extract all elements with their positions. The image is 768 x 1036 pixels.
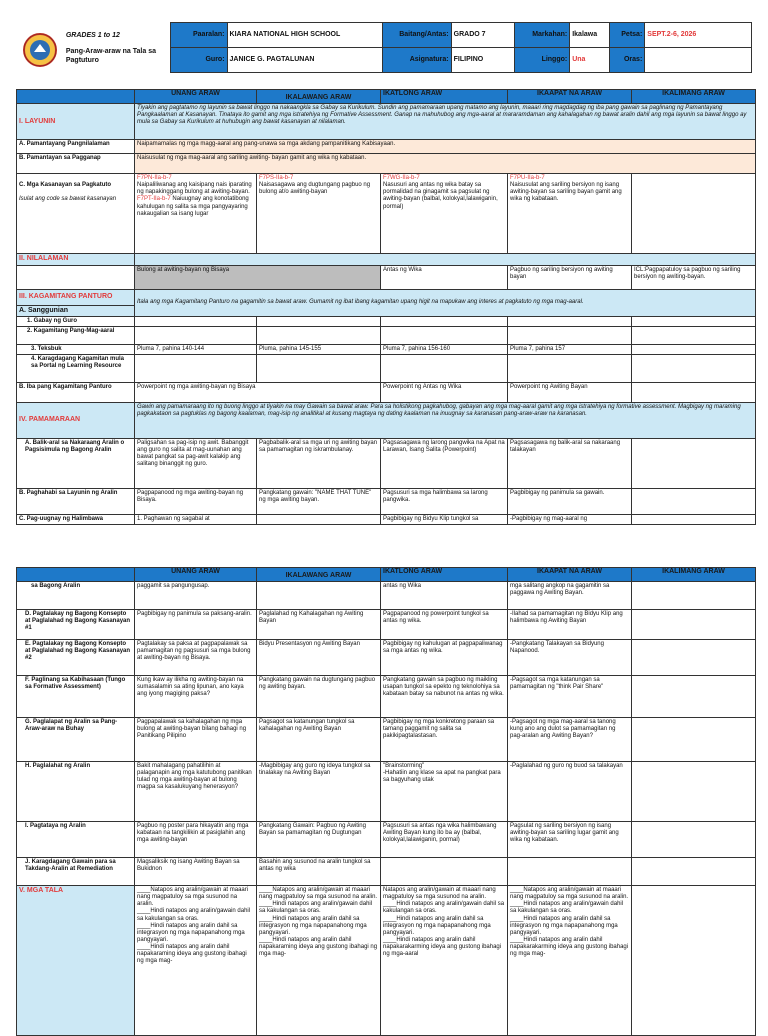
code-1: F7PN-IIa-b-7	[137, 175, 172, 182]
oras-value	[645, 47, 752, 72]
corner-cell	[17, 90, 135, 104]
kagd-cell-1	[135, 354, 257, 382]
bagong-aralin-day-3: antas ng Wika	[381, 582, 508, 610]
gabay-cell-2	[257, 316, 381, 326]
pagtataya-day-2: Pangkatang Gawain: Pagbuo ng Awiting Bayan sa pamamagitan ng Dugtungan	[257, 822, 381, 858]
day-header-row-2	[17, 568, 756, 582]
linggo-value: Una	[570, 47, 610, 72]
petsa-value: SEPT.2-6, 2026	[645, 23, 752, 48]
pagtataya-label: I. Pagtataya ng Aralin	[17, 822, 135, 858]
header-table	[16, 22, 752, 73]
teksbuk-day-2: Pluma, pahina 145-155	[257, 344, 381, 354]
pagtalakay-1-day-3: Pagpapanood ng powerpoint tungkol sa antas ng wika.	[381, 610, 508, 640]
paaralan-label: Paaralan:	[170, 23, 227, 48]
pagtataya-day-1: Pagbuo ng poster para hikayatin ang mga kabataan na tangkilikin at pasiglahin ang mga awiting-bayan	[135, 822, 257, 858]
pagtalakay-2-label: E. Pagtalakay ng Bagong Konsepto at Paglalahad ng Bagong Kasanayan #2	[17, 640, 135, 676]
paglalapat-day-3: Pagbibigay ng mga konkretong paraan sa tamang paggamit ng salita sa pakikipagtalastasan.	[381, 718, 508, 762]
asignatura-label: Asignatura:	[383, 47, 452, 72]
pagtalakay-2-day-3: Pagbibigay ng kahulugan at pagpapaliwanag sa mga antas ng wika.	[381, 640, 508, 676]
paglinang-day-5	[632, 676, 756, 718]
mga-tala-day-2: ____Natapos ang aralin/gawain at maaari nang magpatuloy sa mga susunod na aralin. ____Hindi natapos ang aralin/gawain dahil sa kakulangan sa oras. ____Hindi natapos ang aralin dahil sa integrasyon ng mga napapanahong mga pangyayari. ____Hindi natapos ang aralin dahil napakaraming ideya ang gustong ibahagi ng mga mag-	[257, 886, 381, 1036]
paglinang-day-3: Pangkatang gawain sa pagbuo ng maikling usapan tungkol sa epekto ng teknolohiya sa kabataan batay sa nabunot na antas ng wika.	[381, 676, 508, 718]
pagtalakay-2-day-2: Bidyu Presentasyon ng Awiting Bayan	[257, 640, 381, 676]
paglalapat-day-2: Pagsagot sa katanungan tungkol sa kahalagahan ng Awiting Bayan	[257, 718, 381, 762]
kasanayan-3-text: Nasusuri ang antas ng wika batay sa pormalidad na ginagamit sa pagsulat ng awiting-bayan (balbal, kolokyal,lalawiganin, pormal)	[383, 182, 498, 210]
day-2-header: IKALAWANG ARAW	[257, 90, 381, 104]
paglinang-day-2: Pangkatang gawain na dugtungang pagbuo ng awiting bayan.	[257, 676, 381, 718]
nilalaman-band	[135, 254, 756, 265]
pagtalakay-2-day-1: Pagtalakay sa paksa at pagpapalawak sa pamamagitan ng pagsusuri sa mga bulong at awiting-bayan ng Bisaya.	[135, 640, 257, 676]
iba-day-5	[632, 382, 756, 402]
nilalaman-day-5: ICL:Pagpapatuloy sa pagbuo ng sariling bersiyon ng awiting-bayan.	[632, 265, 756, 289]
kagamitang-panturo-label: III. KAGAMITANG PANTURO	[17, 289, 135, 305]
kag-cell-3	[381, 326, 508, 344]
mga-tala-day-5	[632, 886, 756, 1036]
karagdagang-gawain-day-2: Basahin ang susunod na aralin tungkol sa antas ng wika	[257, 858, 381, 886]
linggo-label: Linggo:	[514, 47, 569, 72]
kagd-cell-4	[508, 354, 632, 382]
paglinang-label: F. Paglinang sa Kabihasaan (Tungo sa Formative Assessment)	[17, 676, 135, 718]
pagtalakay-1-day-2: Paglalahad ng Kahalagahan ng Awiting Bayan	[257, 610, 381, 640]
pag-uugnay-day-1: 1. Paghawan ng sagabal at	[135, 514, 257, 524]
day-header-row	[17, 90, 756, 104]
karagdagang-gawain-day-4	[508, 858, 632, 886]
paglinang-day-1: Kung ikaw ay ilikha ng awiting-bayan na sumasalamin sa ating lipunan, ano kaya ang iyong magiging paksa?	[135, 676, 257, 718]
gabay-guro-label: 1. Gabay ng Guro	[17, 316, 135, 326]
pamantayang-pangnilalaman-text: Naipamamalas ng mga magg-aaral ang pang-unawa sa mga akdang pampanitikang Kabisayaan.	[135, 140, 756, 154]
layunin-label: I. LAYUNIN	[17, 104, 135, 140]
day-5-header-2: IKALIMANG ARAW	[632, 568, 756, 582]
pag-uugnay-day-2	[257, 514, 381, 524]
paglalapat-label: G. Paglalapat ng Aralin sa Pang-Araw-araw na Buhay	[17, 718, 135, 762]
pamantayan-pagganap-label: B. Pamantayan sa Pagganap	[17, 154, 135, 174]
kasanayan-day-3	[381, 174, 508, 254]
corner-cell-2	[17, 568, 135, 582]
teksbuk-day-1: Pluma 7, pahina 140-144	[135, 344, 257, 354]
pamamaraan-label: IV. PAMAMARAAN	[17, 402, 135, 438]
pagtataya-day-4: Pagsulat ng sariling bersiyon ng isang awiting-bayan sa sariling lugar gamit ang wika ng kabataan.	[508, 822, 632, 858]
teksbuk-day-3: Pluma 7, pahina 156-160	[381, 344, 508, 354]
kasanayan-day-1	[135, 174, 257, 254]
kasanayan-day-5	[632, 174, 756, 254]
pagtalakay-1-day-4: -Ilahad sa pamamagitan ng Bidyu Klip ang halimbawa ng Awiting Bayan	[508, 610, 632, 640]
karagdagang-gawain-day-1: Magsaliksik ng isang Awiting Bayan sa Bukidnon	[135, 858, 257, 886]
pamamaraan-text: Gawin ang pamamaraang ito ng buong linggo at tiyakin na may Gawain sa bawat araw. Para sa holistikong pagkahubog, gabayan ang mga mag-aaral gamit ang mga istratehiya ng formative assessment. Magbigay ng maraming pagkakataon sa pagtuklas ng bagong kaalaman, mag-isip ng analitikal at kusang magtaya ng dating kaalaman na inuugnay sa karanasan pang-araw-araw na karanasan.	[135, 402, 756, 438]
pagtataya-day-3: Pagsusuri sa antas nga wika halimbawang Awiting Bayan kung ito ba ay (balbal, kolokyal,lalawiganin, pormal)	[381, 822, 508, 858]
paaralan-value: KIARA NATIONAL HIGH SCHOOL	[227, 23, 383, 48]
kasanayan-label: C. Mga Kasanayan sa Pagkatuto	[19, 182, 112, 189]
day-5-header: IKALIMANG ARAW	[632, 90, 756, 104]
code-1b: F7PT-IIa-b-7	[137, 196, 171, 203]
kagd-cell-3	[381, 354, 508, 382]
asignatura-value: FILIPINO	[451, 47, 514, 72]
iba-day-1-2: Powerpoint ng mga awiting-bayan ng Bisaya	[135, 382, 381, 402]
bagong-aralin-label: sa Bagong Aralin	[17, 582, 135, 610]
karagdagang-kagamitan-label: 4. Karagdagang Kagamitan mula sa Portal ng Learning Resource	[17, 354, 135, 382]
pamantayang-pangnilalaman-label: A. Pamantayang Pangnilalaman	[17, 140, 135, 154]
teksbuk-day-5	[632, 344, 756, 354]
pag-uugnay-day-5	[632, 514, 756, 524]
day-1-header: UNANG ARAW	[135, 90, 257, 104]
kasanayan-1b-text: Naiuugnay ang konotatibong kahulugan ng salita sa mga pangyayaring nakaugalian sa isang lugar	[137, 196, 249, 217]
paghahabi-day-4: Pagbibigay ng panimula sa gawain.	[508, 488, 632, 514]
mga-tala-label: V. MGA TALA	[17, 886, 135, 1036]
balik-aral-day-5	[632, 438, 756, 488]
day-3-header: IKATLONG ARAW	[381, 90, 508, 104]
code-4: F7PU-IIa-b-7	[510, 175, 545, 182]
seal-icon	[22, 32, 58, 68]
paglalapat-day-1: Pagpapalawak sa kahalagahan ng mga bulong at awiting-bayan bilang bahagi ng Panitikang Pilipino	[135, 718, 257, 762]
bagong-aralin-day-5	[632, 582, 756, 610]
pagtalakay-1-day-1: Pagbibigay ng panimula sa paksang-aralin.	[135, 610, 257, 640]
dll-table-page-2	[16, 567, 756, 1036]
bagong-aralin-day-1: paggamit sa pangungusap.	[135, 582, 257, 610]
karagdagang-gawain-day-5	[632, 858, 756, 886]
paglalapat-day-5	[632, 718, 756, 762]
paghahabi-day-1: Pagpapanood ng mga awiting-bayan ng Bisaya.	[135, 488, 257, 514]
pagtalakay-2-day-5	[632, 640, 756, 676]
nilalaman-day-3: Antas ng Wika	[381, 265, 508, 289]
paglalahat-day-5	[632, 762, 756, 822]
petsa-label: Petsa:	[610, 23, 645, 48]
mga-tala-day-1: ____Natapos ang aralin/gawain at maaari nang magpatuloy sa mga susunod na aralin. ____Hindi natapos ang aralin/gawain dahil sa kakulangan sa oras. ____Hindi natapos ang aralin dahil sa integrasyon ng mga napapanahong mga pangyayari. ____Hindi natapos ang aralin dahil napakaraming ideya ang gustong ibahagi ng mga mag-	[135, 886, 257, 1036]
kag-cell-5	[632, 326, 756, 344]
karagdagang-gawain-day-3	[381, 858, 508, 886]
kasanayan-sub: Isulat ang code sa bawat kasanayan	[19, 196, 117, 203]
bagong-aralin-day-2	[257, 582, 381, 610]
kasanayan-1-text: Naipaliliwanag ang kaisipang nais iparating ng napakinggang bulong at awiting-bayan.	[137, 182, 252, 196]
kag-cell-4	[508, 326, 632, 344]
deped-logo	[16, 23, 64, 73]
paghahabi-day-3: Pagsusuri sa mga halimbawa sa larong pangwika.	[381, 488, 508, 514]
guro-value: JANICE G. PAGTALUNAN	[227, 47, 383, 72]
balik-aral-day-4: Pagsasagawa ng balik-aral sa nakaraang talakayan	[508, 438, 632, 488]
guro-label: Guro:	[170, 47, 227, 72]
pag-uugnay-day-4: -Pagbibigay ng mag-aaral ng	[508, 514, 632, 524]
gabay-cell-5	[632, 316, 756, 326]
pagtalakay-2-day-4: -Pangkatang Talakayan sa Bidyung Napanood.	[508, 640, 632, 676]
pagtalakay-1-label: D. Pagtalakay ng Bagong Konsepto at Paglalahad ng Bagong Kasanayan #1	[17, 610, 135, 640]
oras-label: Oras:	[610, 47, 645, 72]
paglalapat-day-4: -Pagsagot ng mga mag-aaral sa tanong kung ano ang dulot sa pamamagitan ng pag-aralan ang Awiting Bayan?	[508, 718, 632, 762]
kasanayan-4-text: Naisusulat ang sariling bersiyon ng isang awiting-bayan sa sariling bayan gamit ang wika ng kabataan.	[510, 182, 622, 203]
day-3-header-2: IKATLONG ARAW	[381, 568, 508, 582]
kagd-cell-2	[257, 354, 381, 382]
markahan-value: Ikalawa	[570, 23, 610, 48]
sanggunian-label: A. Sanggunian	[17, 305, 135, 316]
day-2-header-2: IKALAWANG ARAW	[257, 568, 381, 582]
nilalaman-day-4: Pagbuo ng sariling bersiyon ng awiting bayan	[508, 265, 632, 289]
dll-table-page-1	[16, 89, 756, 525]
balik-aral-day-3: Pagsasagawa ng larong pangwika na Apat na Larawan, Isang Salita (Powerpoint)	[381, 438, 508, 488]
nilalaman-blank	[17, 265, 135, 289]
nilalaman-day-1-2: Bulong at awiting-bayan ng Bisaya	[135, 265, 381, 289]
grades-label: GRADES 1 to 12	[65, 31, 120, 39]
day-4-header-2: IKAAPAT NA ARAW	[508, 568, 632, 582]
pamantayan-pagganap-text: Naisusulat ng mga mag-aaral ang sariling awiting- bayan gamit ang wika ng kabataan.	[135, 154, 756, 174]
pagtalakay-1-day-5	[632, 610, 756, 640]
kag-cell-2	[257, 326, 381, 344]
code-3: F7WG-IIa-b-7	[383, 175, 420, 182]
paglinang-day-4: -Pagsagot sa mga katanungan sa pamamagitan ng "think Pair Share"	[508, 676, 632, 718]
paglalahat-label: H. Paglalahat ng Aralin	[17, 762, 135, 822]
form-title	[64, 23, 171, 73]
iba-pang-kagamitan-label: B. Iba pang Kagamitang Panturo	[17, 382, 135, 402]
kag-cell-1	[135, 326, 257, 344]
paghahabi-day-5	[632, 488, 756, 514]
baitang-label: Baitang/Antas:	[383, 23, 452, 48]
iba-day-3: Powerpoint ng Antas ng Wika	[381, 382, 508, 402]
bagong-aralin-day-4: mga salitang angkop na gagamitin sa paggawa ng Awiting Bayan.	[508, 582, 632, 610]
iba-day-4: Powerpoint ng Awiting Bayan	[508, 382, 632, 402]
form-subtitle: Pang-Araw-araw na Tala sa Pagtuturo	[65, 48, 156, 64]
code-2: F7PS-IIa-b-7	[259, 175, 294, 182]
paglalahat-day-4: -Paglalahad ng guro ng buod sa talakayan	[508, 762, 632, 822]
balik-aral-label: A. Balik-aral sa Nakaraang Aralin o Pagsisimula ng Bagong Aralin	[17, 438, 135, 488]
pag-uugnay-label: C. Pag-uugnay ng Halimbawa	[17, 514, 135, 524]
gabay-cell-1	[135, 316, 257, 326]
kasanayan-label-cell	[17, 174, 135, 254]
day-4-header: IKAAPAT NA ARAW	[508, 90, 632, 104]
teksbuk-label: 3. Teksbuk	[17, 344, 135, 354]
gabay-cell-3	[381, 316, 508, 326]
layunin-text: Tiyakin ang pagtatamo ng layunin sa bawat linggo na nakaangkla sa Gabay sa Kurikulum. Sundin ang pamamaraan upang matamo ang layunin, maaari ring magdagdag ng iba pang gawain sa paglinang ng Pamantayang Pangkaalaman at Kasanayan. Tinataya ito gamit ang mga istratehiya ng Formative Assessment. Ganap na mahuhubog ang mga-aaral at mararamdaman ang kahalagahan ng bawat aralin dahil ang mga layunin sa bawat linggo ay mula sa Gabay sa Kurikulum at huhubugin ang bawat kasanayan at nilalaman.	[135, 104, 756, 140]
baitang-value: GRADO 7	[451, 23, 514, 48]
paghahabi-day-2: Pangkatang gawain: "NAME THAT TUNE" ng mga awiting bayan.	[257, 488, 381, 514]
mga-tala-day-4: ____Natapos ang aralin/gawain at maaari nang magpatuloy sa mga susunod na aralin. ____Hindi natapos ang aralin/gawain dahil sa kakulangan sa oras. ____Hindi natapos ang aralin dahil sa integrasyon ng mga napapanahong mga pangyayari. ____Hindi natapos ang aralin dahil napakarakarming ideya ang gustong ibahagi ng mga mag-	[508, 886, 632, 1036]
nilalaman-label: II. NILALAMAN	[17, 254, 135, 265]
balik-aral-day-1: Paligsahan sa pag-isip ng awit. Babanggit ang guro ng salita at mag-uunahan ang bawat pangkat sa pag-awit kalakip ang salitang binanggit ng guro.	[135, 438, 257, 488]
paglalahat-day-1: Bakit mahalagang pahatilihin at palaganapin ang mga katutubong panitikan tulad ng mga awiting-bayan at bulong magpa sa kasalukuyang henerasyon?	[135, 762, 257, 822]
markahan-label: Markahan:	[514, 23, 569, 48]
pagtataya-day-5	[632, 822, 756, 858]
paghahabi-label: B. Paghahabi sa Layunin ng Aralin	[17, 488, 135, 514]
balik-aral-day-2: Pagbabalik-aral sa mga uri ng awiting bayan sa pamamagitan ng iskrambulanay.	[257, 438, 381, 488]
karagdagang-gawain-label: J. Karagdagang Gawain para sa Takdang-Aralin at Remediation	[17, 858, 135, 886]
kagd-cell-5	[632, 354, 756, 382]
kagamitang-mag-aaral-label: 2. Kagamitang Pang-Mag-aaral	[17, 326, 135, 344]
pag-uugnay-day-3: Pagbibigay ng Bidyu Klip tungkol sa	[381, 514, 508, 524]
teksbuk-day-4: Pluma 7, pahina 157	[508, 344, 632, 354]
gabay-cell-4	[508, 316, 632, 326]
mga-tala-day-3: Natapos ang aralin/gawain at maaari nang magpatuloy sa mga susunod na aralin. ____Hindi natapos ang aralin/gawain dahil sa kakulangan sa oras. ____Hindi natapos ang aralin dahil sa integrasyon ng mga napapanahong mga pangyayari. ____Hindi natapos ang aralin dahil napakarakarming ideya ang gustong ibahagi ng mga-aaral	[381, 886, 508, 1036]
day-1-header-2: UNANG ARAW	[135, 568, 257, 582]
paglalahat-day-2: -Magbibigay ang guro ng ideya tungkol sa tinalakay na Awiting Bayan	[257, 762, 381, 822]
kagamitang-panturo-text: Itala ang mga Kagamitang Panturo na gagamitin sa bawat araw. Gumamit ng ibat ibang kagamitan upang higit na mapukaw ang interes at pagkatuto ng mga mag-aaral.	[135, 289, 756, 316]
kasanayan-2-text: Naisasagawa ang dugtungang pagbuo ng bulong at/o awiting-bayan	[259, 182, 371, 196]
paglalahat-day-3: "Brainstorming" -Hahatiin ang klase sa apat na pangkat para sa bagyuhang utak	[381, 762, 508, 822]
kasanayan-day-4	[508, 174, 632, 254]
kasanayan-day-2	[257, 174, 381, 254]
